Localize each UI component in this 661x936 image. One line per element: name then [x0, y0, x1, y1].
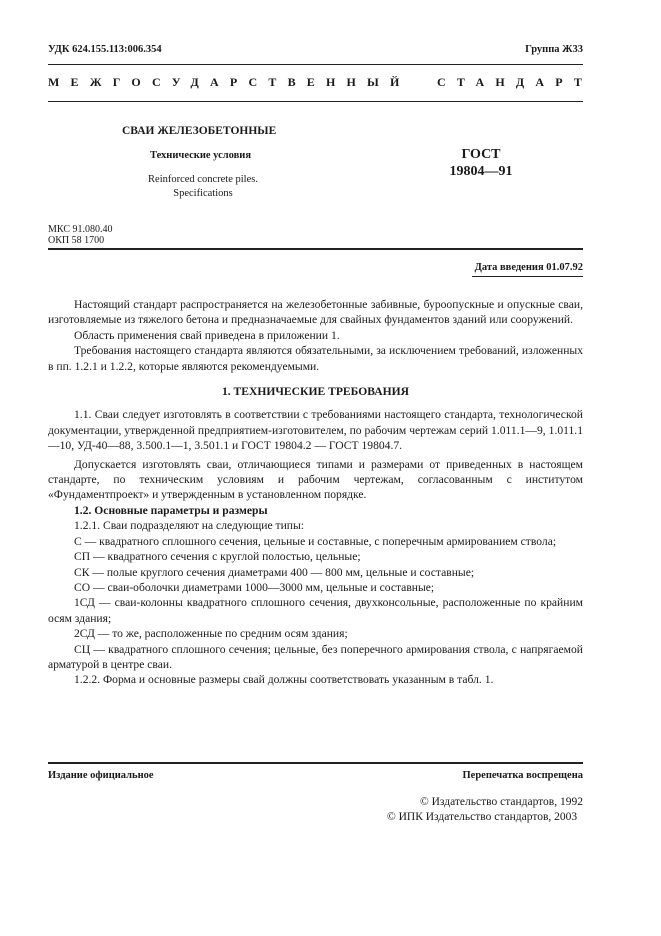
- header-rule-bottom: [48, 101, 583, 102]
- clause-1-2-1: 1.2.1. Сваи подразделяют на следующие типы:: [74, 519, 304, 533]
- pile-type-c: С — квадратного сплошного сечения, цельные и составные, с поперечным армированием ствола;: [74, 534, 557, 548]
- copyright-1992: © Издательство стандартов, 1992: [419, 796, 583, 808]
- clause-1-1: 1.1. Сваи следует изготовлять в соответствии с требованиями настоящего стандарта, технологической документации, утвержденной предприятием-изготовителем, по рабочим чертежам серий 1.011.1—9, 1.011.1—10, УД-40—88, 3.500.1—1, 3.501.1 и ГОСТ 19804.2 — ГОСТ 19804.7.: [48, 408, 583, 453]
- header-rule-top: [48, 64, 583, 65]
- intro-paragraph-application: Область применения свай приведена в приложении 1.: [74, 328, 340, 342]
- gost-designation: [440, 146, 522, 180]
- classification-codes: [48, 224, 112, 246]
- english-title-line2: Specifications: [173, 188, 233, 199]
- document-subtitle: Технические условия: [150, 150, 252, 161]
- reprint-prohibited: Перепечатка воспрещена: [462, 770, 583, 781]
- document-body: [48, 297, 583, 688]
- gost-number: 19804—91: [449, 164, 513, 179]
- banner-left: МЕЖГОСУДАРСТВЕННЫЙ: [48, 75, 411, 89]
- pile-type-2sd: 2СД — то же, расположенные по средним осям здания;: [74, 627, 348, 641]
- intro-paragraph-requirements: Требования настоящего стандарта являются обязательными, за исключением требований, изложенных в пп. 1.2.1 и 1.2.2, которые являются рекомендуемыми.: [48, 344, 583, 373]
- date-underline: [472, 276, 583, 277]
- footer-rule: [48, 762, 583, 764]
- introduction-date-value: 01.07.92: [546, 262, 583, 273]
- pile-type-so: СО — сваи-оболочки диаметрами 1000—3000 мм, цельные и составные;: [74, 580, 435, 594]
- pile-type-sp: СП — квадратного сечения с круглой полостью, цельные;: [74, 550, 361, 564]
- subsection-1-2-heading: 1.2. Основные параметры и размеры: [74, 503, 268, 517]
- introduction-date-label: Дата введения: [474, 262, 544, 273]
- intro-paragraph-scope: Настоящий стандарт распространяется на железобетонные забивные, буроопускные и опускные сваи, изготовляемые из тяжелого бетона и предназначаемые для свайных фундаментов зданий или сооружений.: [48, 298, 583, 327]
- introduction-date: [475, 262, 583, 273]
- udk-code: УДК 624.155.113:006.354: [48, 44, 162, 55]
- pile-type-sk: СК — полые круглого сечения диаметрами 400 — 800 мм, цельные и составные;: [74, 565, 475, 579]
- pile-type-sc: СЦ — квадратного сплошного сечения; цельные, без поперечного армирования ствола, с напрягаемой арматурой в центре сваи.: [48, 642, 583, 671]
- gost-label: ГОСТ: [461, 147, 501, 162]
- banner-right: СТАНДАРТ: [437, 75, 594, 89]
- pile-type-1sd: 1СД — сваи-колонны квадратного сплошного сечения, двухконсольные, расположенные по крайним осям здания;: [48, 596, 583, 625]
- clause-1-2-2: 1.2.2. Форма и основные размеры свай должны соответствовать указанным в табл. 1.: [74, 673, 494, 687]
- section-1-heading: 1. ТЕХНИЧЕСКИЕ ТРЕБОВАНИЯ: [221, 385, 410, 399]
- english-title: [148, 173, 258, 201]
- okp-code: ОКП 58 1700: [48, 235, 105, 246]
- copyright-2003: © ИПК Издательство стандартов, 2003: [386, 811, 578, 823]
- english-title-line1: Reinforced concrete piles.: [148, 174, 258, 185]
- clause-allowed-deviations: Допускается изготовлять сваи, отличающиеся типами и размерами от приведенных в настоящем стандарте, по техническим условиям и рабочим чертежам, согласованным с институтом «Фундаментпроект» и утвержденным в установленном порядке.: [48, 457, 583, 502]
- codes-rule: [48, 248, 583, 250]
- document-title: СВАИ ЖЕЛЕЗОБЕТОННЫЕ: [122, 125, 277, 137]
- mks-code: МКС 91.080.40: [48, 224, 113, 235]
- group-code: Группа Ж33: [525, 44, 583, 55]
- copyright-block: [387, 795, 583, 825]
- official-edition: Издание официальное: [48, 770, 154, 781]
